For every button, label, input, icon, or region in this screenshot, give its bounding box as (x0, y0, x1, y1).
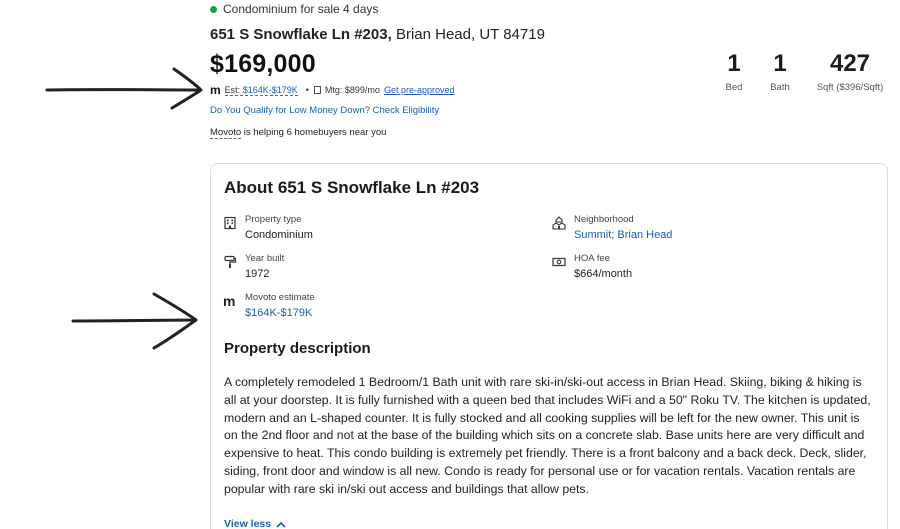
status-dot-icon (210, 6, 217, 13)
stat-baths-value: 1 (773, 50, 787, 77)
get-preapproved-link[interactable]: Get pre-approved (383, 85, 455, 95)
property-type-label: Property type (245, 214, 302, 225)
stat-beds (722, 50, 746, 93)
estimate-label[interactable] (225, 85, 298, 96)
qualify-eligibility-link[interactable]: Do You Qualify for Low Money Down? Check Eligibility (210, 105, 440, 116)
address-street: 651 S Snowflake Ln #203, (210, 26, 392, 43)
listing-status-text: Condominium for sale 4 days (223, 2, 379, 16)
listing-status (210, 2, 378, 16)
mortgage-estimate: Mtg: $899/mo (324, 85, 380, 95)
listing-price: $169,000 (210, 50, 316, 78)
movoto-estimate-label: Movoto estimate (245, 292, 315, 303)
stat-sqft-value: 427 (829, 50, 871, 77)
stat-sqft-label: Sqft ($396/Sqft) (816, 82, 884, 93)
estimate-row (210, 83, 454, 97)
listing-address (210, 26, 545, 43)
building-icon (223, 216, 237, 230)
stat-sqft (808, 50, 892, 93)
paint-roller-icon (223, 255, 237, 269)
fact-year-built (223, 253, 284, 280)
fact-property-type (223, 214, 313, 241)
neighborhood-label: Neighborhood (574, 214, 634, 225)
about-card (210, 163, 888, 529)
helping-text: is helping 6 homebuyers near you (241, 127, 387, 138)
movoto-brand-link[interactable]: Movoto (210, 127, 242, 138)
stat-baths-label: Bath (770, 82, 790, 93)
money-icon (552, 255, 566, 269)
view-less-button[interactable] (224, 518, 286, 529)
calculator-icon (314, 86, 321, 94)
stat-baths (764, 50, 796, 93)
address-city: Brian Head, UT 84719 (395, 26, 545, 43)
annotation-arrow-top-icon (44, 64, 208, 112)
bullet-separator: • (305, 85, 309, 95)
property-description-text: A completely remodeled 1 Bedroom/1 Bath unit with rare ski-in/ski-out access in Brian Head. Skiing, biking & hiking is all at your doorstep. It is fully furnished with a queen bed that includes WiFi and a 50" Roku TV. The kitchen is updated, modern and an L-shaped counter. It is fully stocked and all cooking supplies will be left for the new owner. This unit is on the 2nd floor and not at the base of the building which sits on a concrete slab. Base units here are very difficult and expensive to heat. This condo building is extremely pet friendly. There is a front balcony and a back deck. Deck, slider, siding, front door and window is all new. Condo is ready for personal use or for vacation rentals. Vacation rentals are popular with rare ski in/ski out access and buildings that allow pets. (224, 375, 871, 496)
fact-movoto-estimate (223, 292, 315, 319)
helping-homebuyers-text (210, 127, 386, 138)
movoto-estimate-link[interactable]: $164K-$179K (245, 307, 313, 319)
chevron-up-icon (276, 521, 286, 528)
property-description-title: Property description (224, 340, 371, 357)
annotation-arrow-bottom-icon (70, 290, 202, 352)
estimate-range: $164K-$179K (242, 84, 298, 95)
view-less-label: View less (224, 518, 272, 529)
estimate-label-text: Est: (224, 84, 241, 95)
fact-neighborhood (552, 214, 672, 241)
about-title: About 651 S Snowflake Ln #203 (224, 178, 480, 197)
stat-beds-label: Bed (725, 82, 743, 93)
movoto-m-icon: m (223, 293, 236, 309)
stat-beds-value: 1 (727, 50, 741, 77)
neighborhood-link[interactable]: Summit; Brian Head (574, 229, 673, 241)
hoa-fee-label: HOA fee (574, 253, 610, 264)
property-type-value: Condominium (245, 229, 313, 241)
neighborhood-icon (552, 216, 566, 230)
year-built-label: Year built (245, 253, 285, 264)
fact-hoa-fee (552, 253, 632, 280)
movoto-m-icon: m (210, 83, 221, 97)
year-built-value: 1972 (245, 268, 270, 280)
hoa-fee-value: $664/month (574, 268, 633, 280)
